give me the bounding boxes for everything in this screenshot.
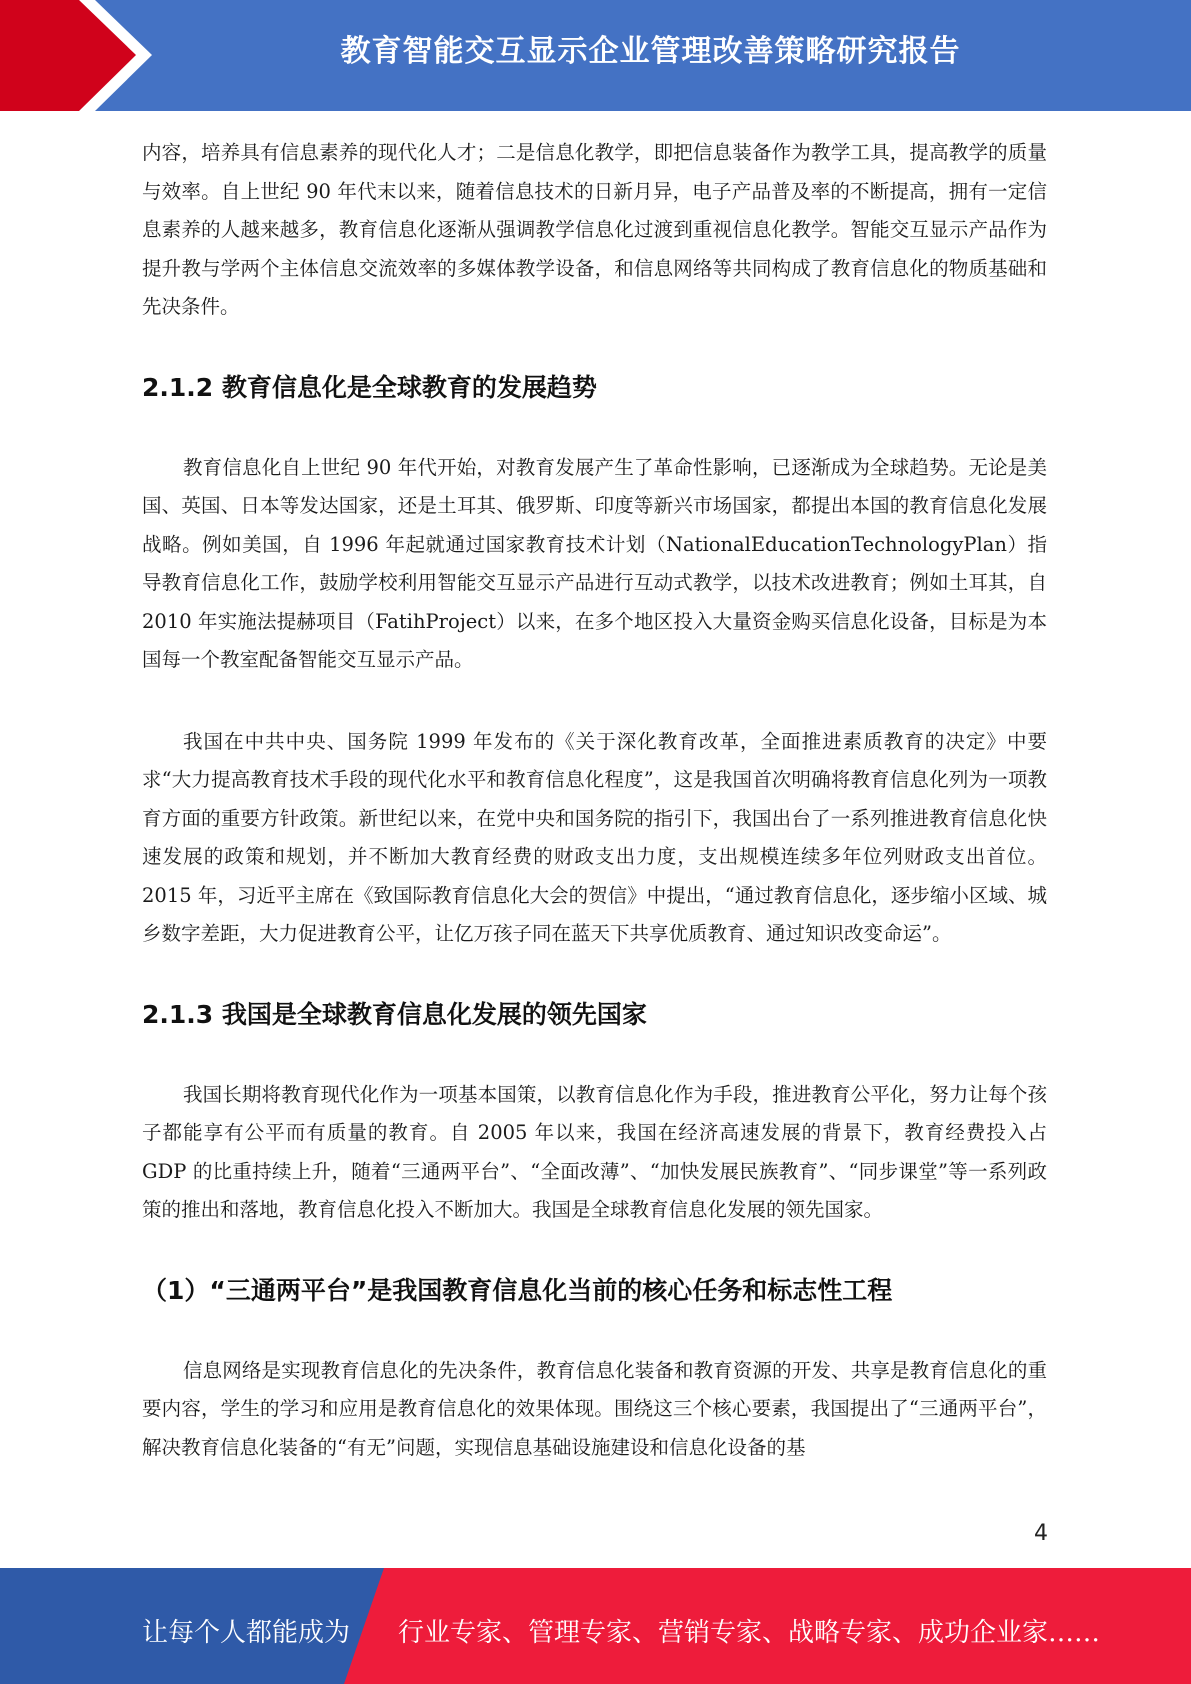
footer-slogan-right: 行业专家、管理专家、营销专家、战略专家、成功企业家…… [398,1618,1101,1648]
page-number: 4 [1034,1521,1048,1546]
paragraph: 内容，培养具有信息素养的现代化人才；二是信息化教学，即把信息装备作为教学工具，提高教学的质量与效率。自上世纪 90 年代末以来，随着信息技术的日新月异，电子产品普及率的不断提高，拥有一定信息素养的人越来越多，教育信息化逐渐从强调教学信息化过渡到重视信息化教学。智能交互显示产品作为提升教与学两个主体信息交流效率的多媒体教学设备，和信息网络等共同构成了教育信息化的物质基础和先决条件。 [142,141,1047,318]
section-heading-2-1-3: 2.1.3 我国是全球教育信息化发展的领先国家 [142,999,647,1029]
footer-banner [0,1568,1191,1684]
section-heading-2-1-2: 2.1.2 教育信息化是全球教育的发展趋势 [142,372,597,402]
header-banner [0,0,1191,111]
chevron-decoration [0,0,160,111]
report-title: 教育智能交互显示企业管理改善策略研究报告 [340,34,961,69]
paragraph: 我国长期将教育现代化作为一项基本国策，以教育信息化作为手段，推进教育公平化，努力让每个孩子都能享有公平而有质量的教育。自 2005 年以来，我国在经济高速发展的背景下，教育经费投入占 GDP 的比重持续上升，随着“三通两平台”、“全面改薄”、“加快发展民族教育”、“同步课堂”等一系列政策的推出和落地，教育信息化投入不断加大。我国是全球教育信息化发展的领先国家。 [142,1082,1047,1221]
footer-slogan-left: 让每个人都能成为 [142,1618,351,1648]
subsection-heading-1: （1）“三通两平台”是我国教育信息化当前的核心任务和标志性工程 [142,1275,893,1305]
page-content [142,134,1047,1467]
paragraph: 我国在中共中央、国务院 1999 年发布的《关于深化教育改革，全面推进素质教育的决定》中要求“大力提高教育技术手段的现代化水平和教育信息化程度”，这是我国首次明确将教育信息化列为一项教育方面的重要方针政策。新世纪以来，在党中央和国务院的指引下，我国出台了一系列推进教育信息化快速发展的政策和规划，并不断加大教育经费的财政支出力度，支出规模连续多年位列财政支出首位。2015 年，习近平主席在《致国际教育信息化大会的贺信》中提出，“通过教育信息化，逐步缩小区域、城乡数字差距，大力促进教育公平，让亿万孩子同在蓝天下共享优质教育、通过知识改变命运”。 [142,729,1047,945]
paragraph: 教育信息化自上世纪 90 年代开始，对教育发展产生了革命性影响，已逐渐成为全球趋势。无论是美国、英国、日本等发达国家，还是土耳其、俄罗斯、印度等新兴市场国家，都提出本国的教育信息化发展战略。例如美国，自 1996 年起就通过国家教育技术计划（NationalEducationTechnologyPlan）指导教育信息化工作，鼓励学校利用智能交互显示产品进行互动式教学，以技术改进教育；例如土耳其，自 2010 年实施法提赫项目（FatihProject）以来，在多个地区投入大量资金购买信息化设备，目标是为本国每一个教室配备智能交互显示产品。 [142,455,1047,671]
paragraph: 信息网络是实现教育信息化的先决条件，教育信息化装备和教育资源的开发、共享是教育信息化的重要内容，学生的学习和应用是教育信息化的效果体现。围绕这三个核心要素，我国提出了“三通两平台”，解决教育信息化装备的“有无”问题，实现信息基础设施建设和信息化设备的基 [142,1358,1047,1459]
